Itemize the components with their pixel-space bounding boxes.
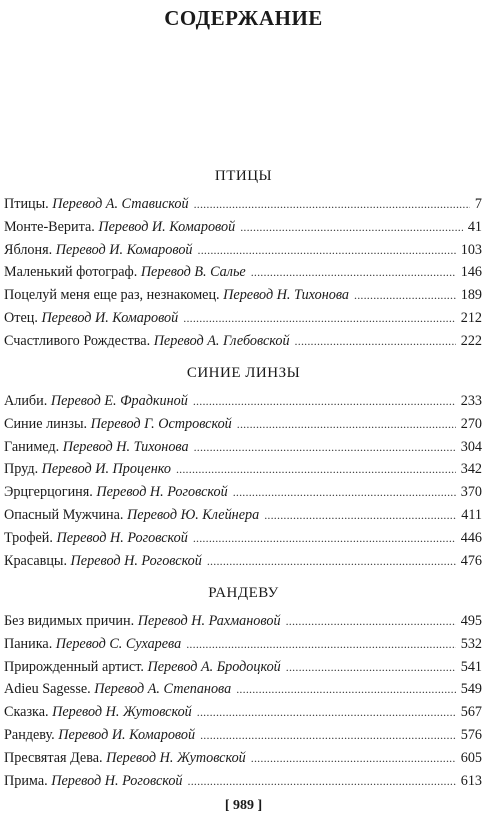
section-title: РАНДЕВУ	[208, 585, 279, 601]
entry-title: Монте-Верита.	[4, 218, 95, 235]
dot-leader	[295, 330, 456, 353]
entry-page-number: 270	[460, 415, 482, 432]
entry-title: Рандеву.	[4, 726, 55, 743]
toc-entry[interactable]	[0, 436, 487, 459]
entry-page-number: 212	[460, 309, 482, 326]
toc-entry[interactable]	[0, 656, 487, 679]
entry-translator: Перевод С. Сухарева	[55, 635, 182, 652]
entry-page-number: 613	[460, 772, 482, 789]
entry-page-number: 446	[460, 529, 482, 546]
entry-title: Опасный Мужчина.	[4, 506, 124, 523]
entry-title: Пруд.	[4, 461, 39, 478]
section-title: СИНИЕ ЛИНЗЫ	[186, 365, 301, 381]
entry-page-number: 549	[460, 681, 482, 698]
dot-leader	[286, 656, 456, 679]
entry-title: Прима.	[4, 772, 48, 789]
entry-translator: Перевод Н. Жутовской	[52, 704, 192, 721]
entry-page-number: 541	[460, 658, 482, 675]
dot-leader	[194, 436, 456, 459]
toc-entry[interactable]	[0, 307, 487, 330]
entry-title: Пресвятая Дева.	[4, 749, 103, 766]
dot-leader	[193, 390, 456, 413]
entry-title: Алиби.	[4, 393, 48, 409]
entry-translator: Перевод И. Проценко	[41, 461, 171, 478]
entry-page-number: 304	[460, 438, 482, 455]
toc-section-rendezvous	[0, 582, 487, 792]
entry-page-number: 189	[460, 287, 482, 304]
dot-leader	[198, 239, 456, 262]
entry-page-number: 567	[460, 704, 482, 721]
page-number: [ 989 ]	[224, 798, 263, 813]
entry-translator: Перевод Н. Рахмановой	[137, 613, 281, 629]
dot-leader	[286, 610, 456, 633]
toc-entry[interactable]	[0, 261, 487, 284]
entry-title: Ганимед.	[4, 438, 60, 455]
toc-entry[interactable]	[0, 610, 487, 633]
entry-page-number: 233	[460, 393, 482, 409]
toc-entry[interactable]	[0, 770, 487, 793]
entry-title: Яблоня.	[4, 241, 53, 258]
entry-translator: Перевод Ю. Клейнера	[127, 506, 260, 523]
dot-leader	[251, 261, 456, 284]
entry-translator: Перевод Н. Роговской	[96, 484, 228, 501]
toc-entry[interactable]	[0, 504, 487, 527]
entry-title: Прирожденный артист.	[4, 658, 144, 675]
dot-leader	[200, 724, 456, 747]
entry-translator: Перевод И. Комаровой	[55, 241, 193, 258]
dot-leader	[236, 678, 456, 701]
entry-page-number: 476	[460, 552, 482, 569]
entry-title: Поцелуй меня еще раз, незнакомец.	[4, 287, 220, 304]
dot-leader	[207, 550, 456, 573]
entry-translator: Перевод Н. Тихонова	[223, 287, 349, 304]
entry-title: Без видимых причин.	[4, 613, 135, 629]
entry-page-number: 605	[460, 749, 482, 766]
toc-list	[0, 193, 487, 353]
toc-entry[interactable]	[0, 413, 487, 436]
toc-entry[interactable]	[0, 330, 487, 353]
dot-leader	[176, 458, 456, 481]
toc-entry[interactable]	[0, 390, 487, 413]
entry-page-number: 7	[474, 196, 482, 212]
entry-title: Маленький фотограф.	[4, 264, 138, 281]
entry-translator: Перевод Н. Жутовской	[106, 749, 246, 766]
toc-entry[interactable]	[0, 550, 487, 573]
toc-section-blue-lenses	[0, 362, 487, 572]
entry-translator: Перевод А. Степанова	[94, 681, 232, 698]
entry-title: Птицы.	[4, 196, 49, 212]
entry-translator: Перевод А. Ставиской	[52, 196, 189, 212]
dot-leader	[251, 747, 456, 770]
entry-page-number: 41	[467, 218, 482, 235]
entry-page-number: 411	[461, 506, 482, 523]
entry-page-number: 495	[460, 613, 482, 629]
entry-title: Трофей.	[4, 529, 53, 546]
toc-entry[interactable]	[0, 678, 487, 701]
entry-title: Сказка.	[4, 704, 49, 721]
entry-translator: Перевод А. Бродоцкой	[147, 658, 281, 675]
dot-leader	[264, 504, 456, 527]
entry-translator: Перевод Н. Тихонова	[62, 438, 189, 455]
toc-list	[0, 390, 487, 572]
dot-leader	[183, 307, 455, 330]
entry-translator: Перевод Н. Роговской	[56, 529, 188, 546]
page-title: СОДЕРЖАНИЕ	[164, 6, 323, 30]
dot-leader	[188, 770, 456, 793]
toc-entry[interactable]	[0, 701, 487, 724]
entry-page-number: 370	[460, 484, 482, 501]
toc-entry[interactable]	[0, 193, 487, 216]
toc-entry[interactable]	[0, 458, 487, 481]
entry-page-number: 576	[460, 726, 482, 743]
section-title: ПТИЦЫ	[214, 168, 273, 184]
toc-entry[interactable]	[0, 633, 487, 656]
entry-page-number: 532	[460, 635, 482, 652]
entry-page-number: 222	[460, 332, 482, 349]
entry-title: Эрцгерцогиня.	[4, 484, 93, 501]
toc-entry[interactable]	[0, 284, 487, 307]
toc-entry[interactable]	[0, 481, 487, 504]
dot-leader	[197, 701, 456, 724]
entry-page-number: 146	[460, 264, 482, 281]
toc-entry[interactable]	[0, 527, 487, 550]
entry-page-number: 103	[460, 241, 482, 258]
entry-translator: Перевод Г. Островской	[90, 415, 232, 432]
toc-entry[interactable]	[0, 747, 487, 770]
dot-leader	[186, 633, 456, 656]
entry-title: Отец.	[4, 309, 38, 326]
entry-translator: Перевод Н. Роговской	[70, 552, 202, 569]
dot-leader	[240, 216, 463, 239]
dot-leader	[237, 413, 456, 436]
entry-translator: Перевод Е. Фрадкиной	[50, 393, 188, 409]
dot-leader	[193, 527, 456, 550]
toc-section-birds	[0, 165, 487, 353]
dot-leader	[354, 284, 456, 307]
dot-leader	[233, 481, 456, 504]
entry-page-number: 342	[460, 461, 482, 478]
entry-title: Adieu Sagesse.	[4, 681, 91, 698]
entry-translator: Перевод Н. Роговской	[51, 772, 183, 789]
entry-translator: Перевод А. Глебовской	[153, 332, 290, 349]
dot-leader	[194, 193, 470, 216]
toc-list	[0, 610, 487, 792]
entry-title: Синие линзы.	[4, 415, 88, 432]
toc-entry[interactable]	[0, 724, 487, 747]
entry-translator: Перевод В. Салье	[140, 264, 246, 281]
entry-translator: Перевод И. Комаровой	[58, 726, 196, 743]
entry-title: Паника.	[4, 635, 53, 652]
entry-translator: Перевод И. Комаровой	[41, 309, 179, 326]
entry-translator: Перевод И. Комаровой	[98, 218, 236, 235]
toc-entry[interactable]	[0, 239, 487, 262]
toc-entry[interactable]	[0, 216, 487, 239]
entry-title: Красавцы.	[4, 552, 67, 569]
entry-title: Счастливого Рождества.	[4, 332, 151, 349]
